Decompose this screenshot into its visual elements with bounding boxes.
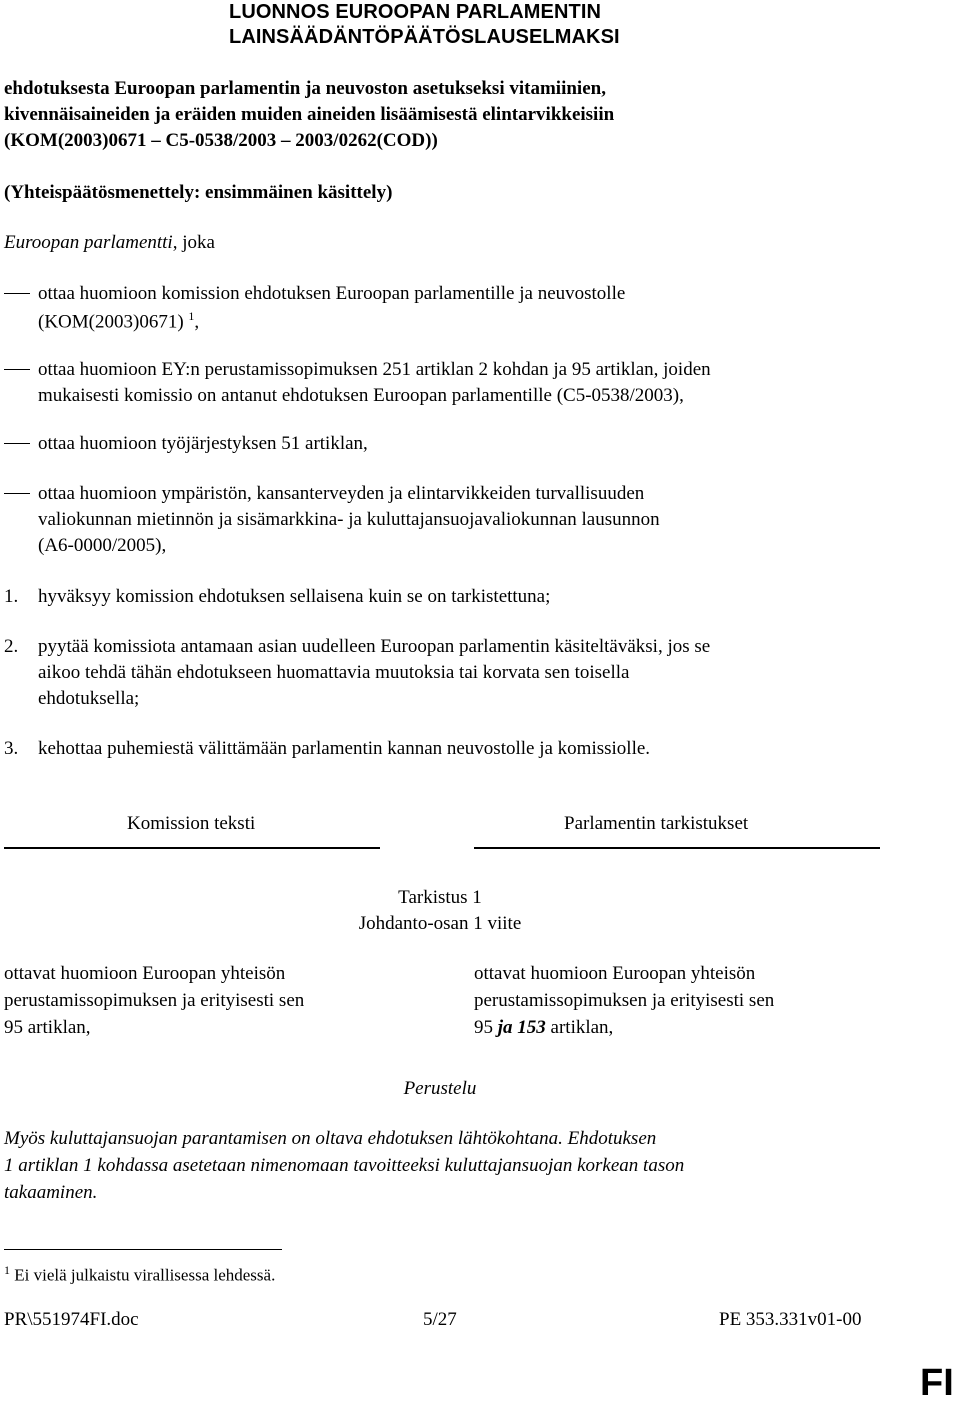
column-rule-right (474, 847, 880, 849)
citation-4-line-2: valiokunnan mietinnön ja sisämarkkina- ja kuluttajansuojavaliokunnan lausunnon (38, 509, 660, 530)
resolution-2-line-2: aikoo tehdä tähän ehdotukseen huomattavia muutoksia tai korvata sen toisella (38, 662, 630, 683)
justification-line-1: Myös kuluttajansuojan parantamisen on oltava ehdotuksen lähtökohtana. Ehdotuksen (4, 1128, 657, 1149)
citation-dash-1 (4, 293, 30, 294)
resolution-2-line-3: ehdotuksella; (38, 688, 140, 709)
citation-dash-3 (4, 443, 30, 444)
amendment-title: Tarkistus 1 (398, 887, 482, 908)
amendment-right-line-1: ottavat huomioon Euroopan yhteisön (474, 963, 756, 984)
amendment-left-line-1: ottavat huomioon Euroopan yhteisön (4, 963, 286, 984)
citation-1-ref: (KOM(2003)0671) (38, 311, 184, 333)
column-rule-left (4, 847, 380, 849)
amendment-right-text-c: artiklan, (545, 1017, 614, 1038)
resolution-3-line-1: kehottaa puhemiestä välittämään parlamentin kannan neuvostolle ja komissiolle. (38, 738, 651, 759)
citation-3-line-1: ottaa huomioon työjärjestyksen 51 artiklan, (38, 433, 368, 454)
resolution-1-num: 1. (4, 586, 19, 607)
footer-page-number: 5/27 (423, 1309, 457, 1330)
citation-1-suffix: , (194, 311, 200, 333)
footer-pe-reference: PE 353.331v01-00 (719, 1309, 862, 1330)
header-line-2: LAINSÄÄDÄNTÖPÄÄTÖSLAUSELMAKSI (229, 26, 620, 48)
column-header-commission: Komission teksti (127, 813, 256, 834)
amendment-right-added-text: ja 153 (497, 1017, 546, 1038)
title-line-1: ehdotuksesta Euroopan parlamentin ja neuvoston asetukseksi vitamiinien, (4, 78, 606, 99)
title-line-3: (KOM(2003)0671 – C5-0538/2003 – 2003/0262(COD)) (4, 130, 438, 151)
footnote-separator (4, 1249, 282, 1250)
footnote-number: 1 (4, 1263, 10, 1277)
title-line-2: kivennäisaineiden ja eräiden muiden aineiden lisäämisestä elintarvikkeisiin (4, 104, 615, 125)
procedure-line: (Yhteispäätösmenettely: ensimmäinen käsittely) (4, 182, 393, 203)
footnote-ref: 1 (188, 309, 195, 323)
resolution-2-line-1: pyytää komissiota antamaan asian uudelleen Euroopan parlamentin käsiteltäväksi, jos se (38, 636, 711, 657)
footer-language-code: FI (920, 1362, 954, 1404)
citation-1-line-1: ottaa huomioon komission ehdotuksen Euroopan parlamentille ja neuvostolle (38, 283, 626, 304)
intro-line (4, 233, 215, 252)
resolution-1-line-1: hyväksyy komission ehdotuksen sellaisena kuin se on tarkistettuna; (38, 586, 551, 607)
justification-line-2: 1 artiklan 1 kohdassa asetetaan nimenomaan tavoitteeksi kuluttajansuojan korkean tason (4, 1155, 685, 1176)
justification-line-3: takaaminen. (4, 1182, 98, 1203)
resolution-3-num: 3. (4, 738, 19, 759)
intro-rest: , joka (172, 232, 215, 253)
footnote-text: Ei vielä julkaistu virallisessa lehdessä. (10, 1265, 276, 1285)
resolution-2-num: 2. (4, 636, 19, 657)
citation-2-line-2: mukaisesti komissio on antanut ehdotuksen Euroopan parlamentille (C5-0538/2003), (38, 385, 684, 406)
citation-dash-2 (4, 369, 30, 370)
intro-italic: Euroopan parlamentti (4, 232, 173, 253)
citation-4-line-3: (A6-0000/2005), (38, 535, 167, 556)
amendment-right-line-2: perustamissopimuksen ja erityisesti sen (474, 990, 775, 1011)
citation-4-line-1: ottaa huomioon ympäristön, kansanterveyden ja elintarvikkeiden turvallisuuden (38, 483, 645, 504)
amendment-right-line-3 (474, 1018, 613, 1037)
footnote (4, 1264, 275, 1284)
amendment-left-line-3: 95 artiklan, (4, 1017, 91, 1038)
citation-2-line-1: ottaa huomioon EY:n perustamissopimuksen 251 artiklan 2 kohdan ja 95 artiklan, joiden (38, 359, 711, 380)
citation-dash-4 (4, 493, 30, 494)
amendment-left-line-2: perustamissopimuksen ja erityisesti sen (4, 990, 305, 1011)
footer-doc-id: PR\551974FI.doc (4, 1309, 139, 1330)
header-line-1: LUONNOS EUROOPAN PARLAMENTIN (229, 1, 602, 23)
amendment-subtitle: Johdanto-osan 1 viite (358, 913, 522, 934)
column-header-parliament: Parlamentin tarkistukset (564, 813, 749, 834)
justification-heading: Perustelu (403, 1078, 477, 1099)
amendment-right-text-a: 95 (474, 1017, 498, 1038)
citation-1-line-2 (38, 310, 199, 331)
